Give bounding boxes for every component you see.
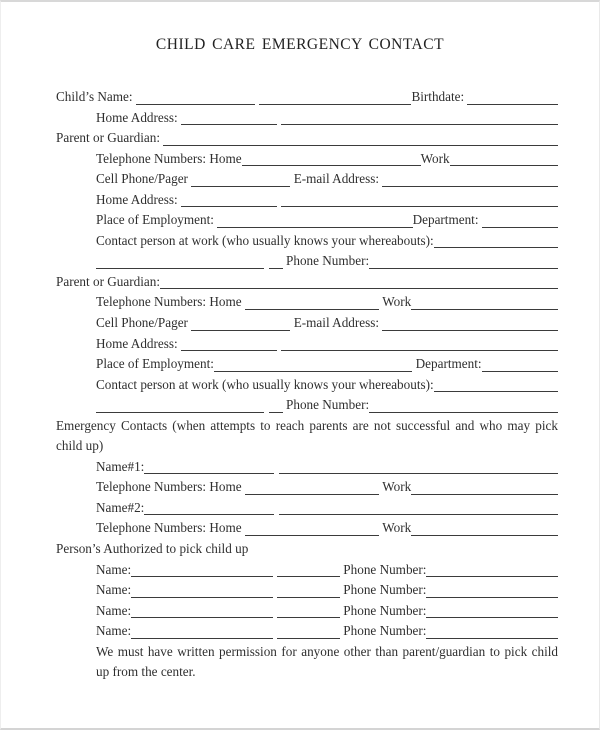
authorized1-name-field	[131, 560, 273, 578]
childs-name-field	[136, 87, 255, 105]
parent2-home-address-field	[181, 334, 277, 352]
emergency-contacts-heading-line1: Emergency Contacts (when attempts to reach parents are not successful and who may pick	[56, 417, 558, 433]
parent2-cell-label: Cell Phone/Pager	[96, 315, 192, 331]
parent2-work-label: Work	[379, 294, 412, 310]
parent1-work-phone-field	[450, 149, 558, 167]
parent1-cell-label: Cell Phone/Pager	[96, 171, 192, 187]
emergency2-name-field	[144, 498, 274, 516]
parent1-label: Parent or Guardian:	[56, 130, 164, 146]
parent2-name-field	[160, 272, 558, 290]
parent1-phone-number-field	[369, 251, 558, 269]
authorized4-name-field	[131, 621, 273, 639]
parent1-name-field	[163, 128, 558, 146]
row-child-name	[56, 87, 558, 108]
parent1-phones-label: Telephone Numbers: Home	[96, 150, 242, 166]
row-emergency2-name	[56, 498, 558, 519]
childs-name-label: Child’s Name:	[56, 89, 136, 104]
row-authorized-4	[56, 621, 558, 642]
form-title: CHILD CARE EMERGENCY CONTACT	[155, 36, 445, 53]
authorized2-phone-label: Phone Number:	[340, 582, 427, 598]
authorized2-name-field-2	[277, 580, 340, 598]
parent2-label: Parent or Guardian:	[56, 273, 160, 289]
parent1-contact-field-2	[96, 251, 264, 269]
parent1-home-address-label: Home Address:	[96, 191, 181, 207]
emergency-contacts-heading-line2: child up)	[56, 438, 104, 454]
parent2-home-phone-field	[245, 292, 379, 310]
parent2-work-phone-field	[411, 292, 558, 310]
row-emergency1-name	[56, 457, 558, 478]
emergency1-phones-label: Telephone Numbers: Home	[96, 479, 245, 495]
parent1-home-phone-field	[242, 149, 421, 167]
home-address-field	[181, 108, 277, 126]
emergency2-work-label: Work	[379, 520, 412, 536]
authorized2-name-field	[131, 580, 273, 598]
authorized1-phone-label: Phone Number:	[340, 561, 427, 577]
row-authorized-2	[56, 580, 558, 601]
parent1-employment-label: Place of Employment:	[96, 212, 218, 228]
authorized2-phone-field	[426, 580, 558, 598]
row-emergency1-phones	[56, 477, 558, 498]
parent2-email-label: E-mail Address:	[290, 315, 383, 331]
row-parent1-cell-email	[56, 169, 558, 190]
parent1-employment-field	[217, 210, 412, 228]
emergency1-work-phone-field	[411, 477, 558, 495]
parent1-contact-field	[434, 231, 558, 249]
parent1-email-label: E-mail Address:	[290, 171, 383, 187]
emergency1-name-field-2	[279, 457, 558, 475]
parent1-contact-field-3	[269, 251, 283, 269]
emergency2-work-phone-field	[411, 518, 558, 536]
authorized4-phone-field	[426, 621, 558, 639]
parent1-home-address-field	[181, 190, 277, 208]
emergency1-name-field	[144, 457, 274, 475]
home-address-field-2	[281, 108, 558, 126]
authorized3-name-field-2	[277, 601, 340, 619]
permission-note-line1: We must have written permission for anyone other than parent/guardian to pick child	[96, 643, 558, 659]
row-authorized-3	[56, 601, 558, 622]
authorized1-name-label: Name:	[96, 561, 132, 577]
parent2-home-address-field-2	[281, 334, 558, 352]
authorized2-name-label: Name:	[96, 582, 132, 598]
row-authorized-1	[56, 560, 558, 581]
authorized3-phone-field	[426, 601, 558, 619]
emergency2-name-label: Name#2:	[96, 499, 145, 515]
permission-note-line2: up from the center.	[96, 664, 196, 680]
authorized3-name-field	[131, 601, 273, 619]
emergency1-name-label: Name#1:	[96, 458, 145, 474]
row-child-home-address	[56, 108, 558, 129]
parent2-home-address-label: Home Address:	[96, 335, 181, 351]
row-parent1	[56, 128, 558, 149]
row-parent2-work-contact	[56, 375, 558, 396]
emergency2-home-phone-field	[245, 518, 379, 536]
parent2-phone-number-field	[369, 395, 558, 413]
authorized3-phone-label: Phone Number:	[340, 602, 427, 618]
authorized4-phone-label: Phone Number:	[340, 623, 427, 639]
parent2-employment-label: Place of Employment:	[96, 356, 214, 372]
row-parent2-contact-phone	[56, 395, 558, 416]
row-parent2-employment	[56, 354, 558, 375]
parent2-employment-field	[214, 354, 412, 372]
row-parent1-work-contact	[56, 231, 558, 252]
parent2-contact-field	[434, 375, 558, 393]
row-parent1-contact-phone	[56, 251, 558, 272]
parent1-phone-number-label: Phone Number:	[282, 253, 370, 269]
parent2-cell-field	[191, 313, 290, 331]
parent1-email-field	[382, 169, 558, 187]
parent2-phones-label: Telephone Numbers: Home	[96, 294, 245, 310]
row-parent1-phones	[56, 149, 558, 170]
birthdate-field	[467, 87, 558, 105]
emergency2-phones-label: Telephone Numbers: Home	[96, 520, 245, 536]
parent2-contact-field-3	[269, 395, 283, 413]
emergency1-work-label: Work	[379, 479, 412, 495]
authorized4-name-label: Name:	[96, 623, 132, 639]
authorized1-name-field-2	[277, 560, 340, 578]
parent2-phone-number-label: Phone Number:	[282, 397, 370, 413]
row-parent1-employment	[56, 210, 558, 231]
parent1-work-label: Work	[420, 150, 450, 166]
authorized3-name-label: Name:	[96, 602, 132, 618]
parent2-email-field	[382, 313, 558, 331]
authorized4-name-field-2	[277, 621, 340, 639]
birthdate-label: Birthdate:	[411, 89, 468, 104]
home-address-label: Home Address:	[96, 109, 181, 125]
row-parent2-home-address	[56, 334, 558, 355]
parent1-home-address-field-2	[281, 190, 558, 208]
row-parent1-home-address	[56, 190, 558, 211]
childs-name-field-2	[259, 87, 412, 105]
parent1-contact-label: Contact person at work (who usually knows your whereabouts):	[96, 232, 434, 248]
authorized-persons-heading: Person’s Authorized to pick child up	[56, 541, 249, 557]
authorized1-phone-field	[426, 560, 558, 578]
row-emergency2-phones	[56, 518, 558, 539]
emergency2-name-field-2	[279, 498, 558, 516]
row-parent2	[56, 272, 558, 293]
parent2-contact-field-2	[96, 395, 264, 413]
row-parent2-phones	[56, 292, 558, 313]
parent2-department-label: Department:	[412, 356, 482, 372]
form-body	[56, 87, 558, 683]
row-parent2-cell-email	[56, 313, 558, 334]
emergency1-home-phone-field	[245, 477, 379, 495]
parent2-department-field	[482, 354, 558, 372]
parent2-contact-label: Contact person at work (who usually knows your whereabouts):	[96, 376, 434, 392]
parent1-department-field	[482, 210, 558, 228]
parent1-department-label: Department:	[412, 212, 482, 228]
parent1-cell-field	[191, 169, 290, 187]
